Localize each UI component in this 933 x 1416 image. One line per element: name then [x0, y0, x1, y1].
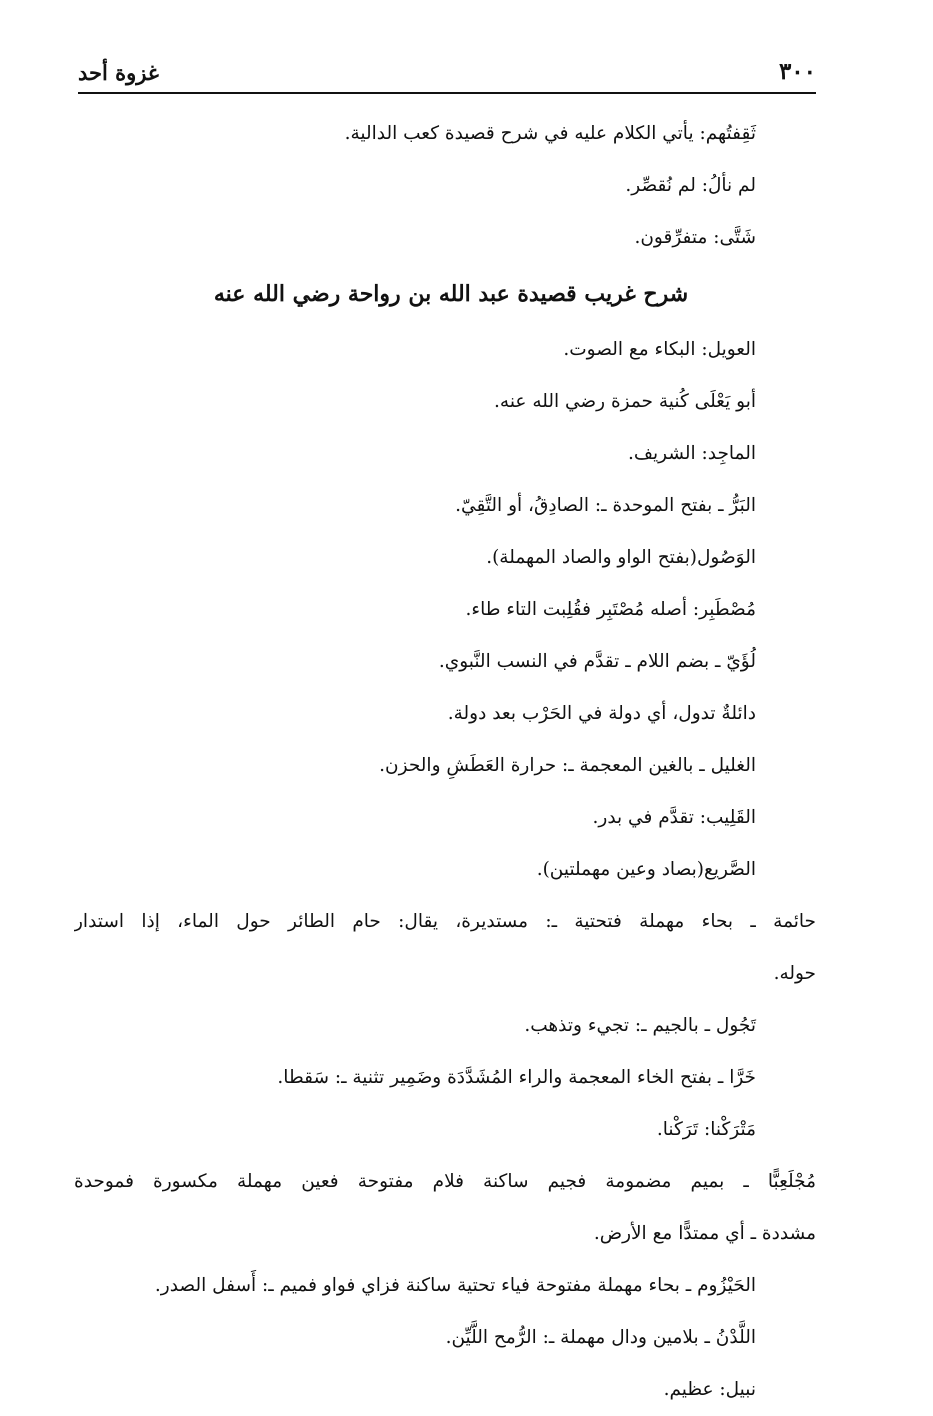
gloss-line: شَتَّى: متفرِّقون.	[634, 227, 756, 248]
page-number: ٣٠٠	[778, 58, 816, 85]
gloss-line: ثَقِفتُهم: يأتي الكلام عليه في شرح قصيدة كعب الدالية.	[344, 123, 756, 144]
page-body	[74, 108, 816, 1416]
gloss-line: لم نألُ: لم نُقصِّر.	[625, 175, 756, 196]
gloss-line: تَجُول ـ بالجيم ـ: تجيء وتذهب.	[524, 1015, 756, 1036]
gloss-line: دائلةٌ تدول، أي دولة في الحَرْب بعد دولة.	[447, 703, 756, 724]
gloss-line: العويل: البكاء مع الصوت.	[563, 339, 756, 360]
gloss-line: أبو يَعْلَى كُنية حمزة رضي الله عنه.	[494, 391, 756, 412]
gloss-line: خَرَّا ـ بفتح الخاء المعجمة والراء المُشَدَّدَة وضَمِير تثنية ـ: سَقطا.	[277, 1067, 756, 1088]
gloss-paragraph-line: مشددة ـ أي ممتدًّا مع الأرض.	[593, 1223, 816, 1244]
page-header	[78, 52, 816, 94]
gloss-line: لُؤَيّ ـ بضم اللام ـ تقدَّم في النسب النَّبوي.	[438, 651, 756, 672]
gloss-line: نبيل: عظيم.	[663, 1379, 756, 1400]
gloss-line: الماجِد: الشريف.	[627, 443, 756, 464]
gloss-paragraph-line: مُجْلَعِبًّا ـ بميم مضمومة فجيم ساكنة فلام مفتوحة فعين مهملة مكسورة فموحدة	[74, 1171, 816, 1192]
gloss-line: الصَّريع(بصاد وعين مهملتين).	[536, 859, 756, 880]
gloss-line: الوَصُول(بفتح الواو والصاد المهملة).	[486, 547, 756, 568]
running-title: غزوة أحد	[78, 60, 159, 85]
gloss-paragraph-line: حوله.	[773, 963, 816, 984]
gloss-line: الغليل ـ بالغين المعجمة ـ: حرارة العَطَشِ والحزن.	[379, 755, 756, 776]
gloss-paragraph-line: حائمة ـ بحاء مهملة فتحتية ـ: مستديرة، يقال: حام الطائر حول الماء، إذا استدار	[74, 911, 816, 932]
gloss-line: القَلِيب: تقدَّم في بدر.	[592, 807, 756, 828]
gloss-line: مَتْرَكْنا: تَرَكْنا.	[656, 1119, 756, 1140]
gloss-line: البَرُّ ـ بفتح الموحدة ـ: الصادِقُ، أو التَّقِيّ.	[455, 495, 756, 516]
gloss-line: اللَّدْنُ ـ بلامين ودال مهملة ـ: الرُّمح اللَّيِّن.	[445, 1327, 756, 1348]
section-heading: شرح غريب قصيدة عبد الله بن رواحة رضي الله عنه	[213, 281, 689, 307]
gloss-line: مُصْطَبِر: أصله مُصْتَبِر فقُلِبت التاء طاء.	[465, 599, 756, 620]
gloss-line: الحَيْزُوم ـ بحاء مهملة مفتوحة فياء تحتية ساكنة فزاي فواو فميم ـ: أَسفل الصدر.	[154, 1275, 756, 1296]
